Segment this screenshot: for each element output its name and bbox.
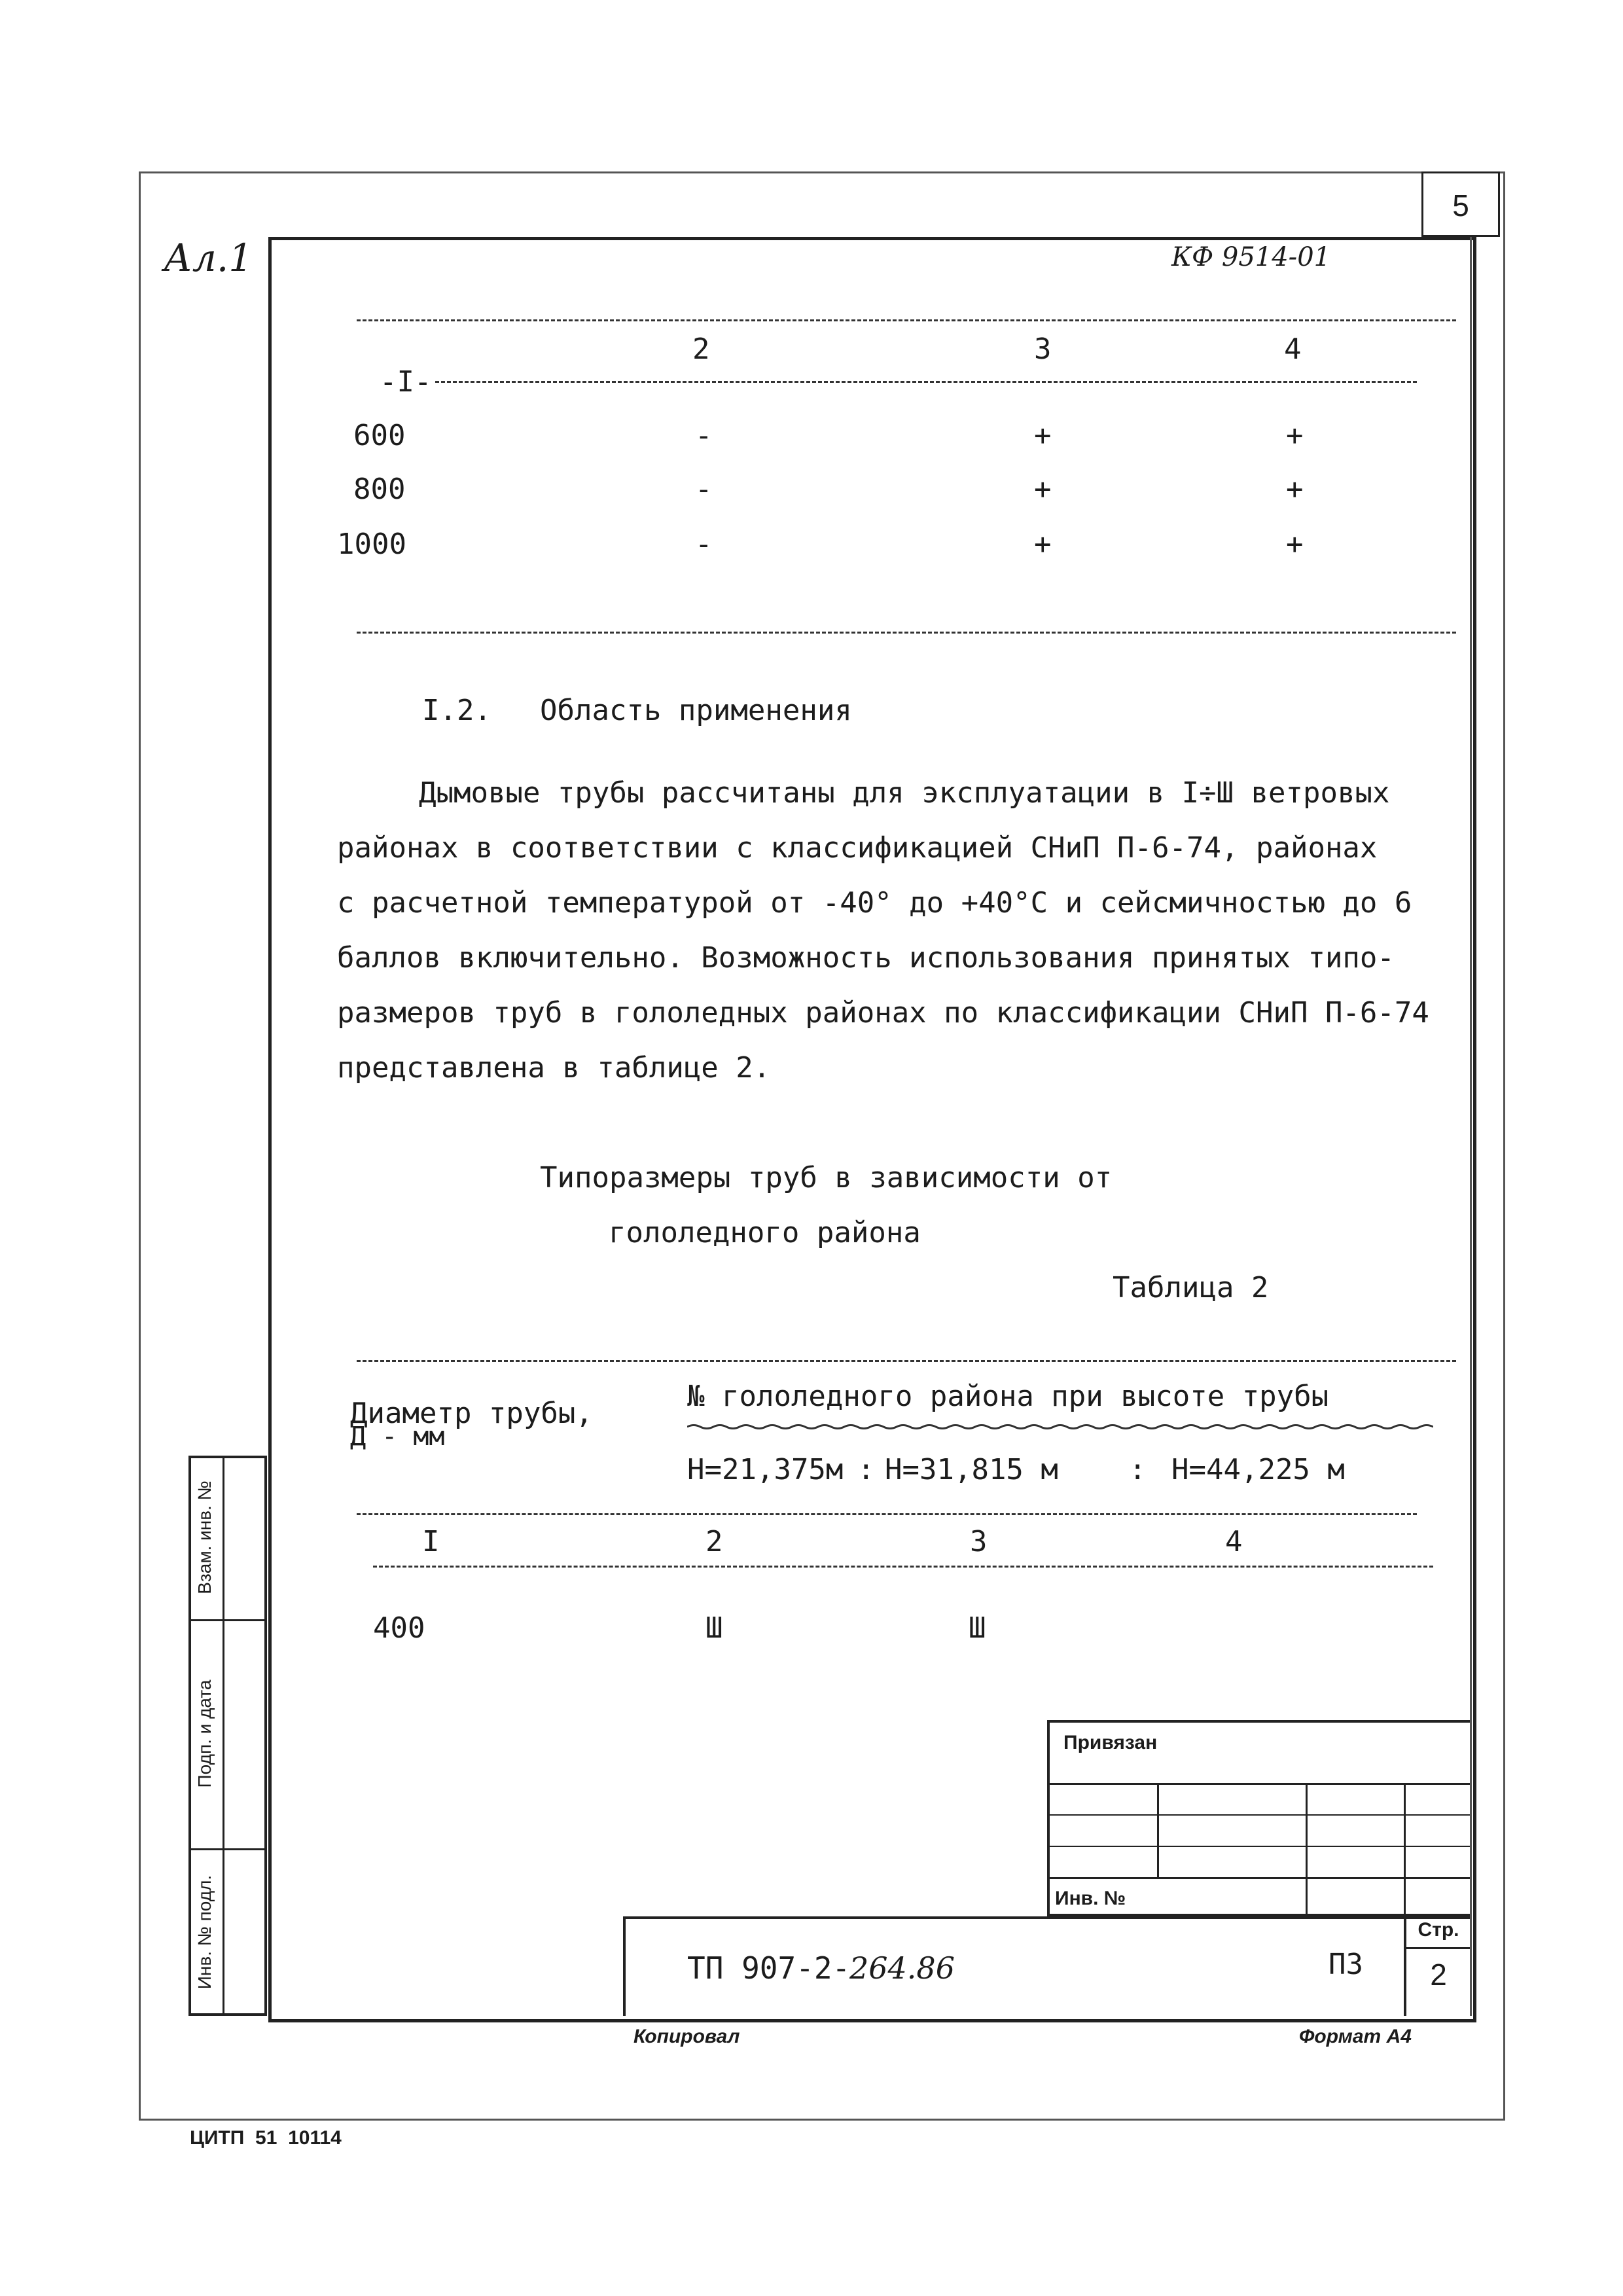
table2-top-rule [357,1360,1456,1362]
tb-page-v [1404,1916,1406,2016]
table2-header-left-unit: Д - мм [350,1422,445,1452]
table1-row1-c4: + [1286,419,1304,452]
height-sep1: : [857,1453,875,1486]
tb-h4 [1047,1877,1470,1879]
table1-row1-c2: - [695,419,713,452]
paragraph-line-5: размеров труб в гололедных районах по классификации СНиП П-6-74 [337,996,1429,1030]
table2-row1-c2: Ш [705,1611,723,1645]
tb-page-h [1404,1947,1470,1949]
tb-v2 [1306,1783,1308,1916]
section-number: I.2. [422,694,491,727]
tb-v1 [1157,1783,1159,1877]
table2-colnum-3: 3 [970,1525,988,1558]
table1-row3-diam: 1000 [337,528,406,561]
footer-copied: Копировал [633,2026,740,2047]
table2-title-line1: Типоразмеры труб в зависимости от [540,1161,1113,1194]
table1-header-rule [435,381,1417,383]
side-stamp-podp-data: Подп. и дата [194,1679,215,1788]
sheet-number: 5 [1452,188,1469,223]
table2-label: Таблица 2 [1113,1271,1269,1304]
side-stamp-inv-podl: Инв. № подл. [194,1874,215,1990]
table2-colnum-1: I [422,1525,440,1558]
table1-row3-c4: + [1286,528,1304,561]
table1-top-rule [357,319,1456,321]
footer-print-code: ЦИТП 51 10114 [190,2127,342,2149]
table1-header-col4: 4 [1284,332,1302,366]
section-code: ПЗ [1329,1948,1363,1981]
right-margin-line [1470,237,1472,2016]
table2-header-main: № гололедного района при высоте трубы [687,1380,1329,1413]
table1-header-col3: 3 [1034,332,1052,366]
table1-row2-diam: 800 [353,473,406,506]
table2-colnum-2: 2 [705,1525,723,1558]
table2-colnum-4: 4 [1225,1525,1243,1558]
table1-row2-c4: + [1286,473,1304,506]
table2-title-line2: гололедного района [609,1216,921,1249]
table1-row2-c2: - [695,473,713,506]
height-h3: Н=44,225 м [1171,1453,1345,1486]
paragraph-line-3: с расчетной температурой от -40° до +40°С и сейсмичностью до 6 [337,886,1412,920]
page-number: 2 [1430,1958,1447,1992]
table1-header-col2: 2 [692,332,710,366]
side-stamp-zam-inv: Взам. инв. № [194,1480,215,1594]
tb-h2 [1047,1814,1470,1816]
height-h1: Н=21,375м [687,1453,844,1486]
doc-handwritten-code: КФ 9514-01 [1171,242,1331,272]
footer-format: Формат А4 [1299,2026,1412,2047]
paragraph-line-1: Дымовые трубы рассчитаны для эксплуатации в I÷Ш ветровых [419,776,1390,810]
paragraph-line-2: районах в соответствии с классификацией СНиП П-6-74, районах [337,831,1378,865]
paragraph-line-6: представлена в таблице 2. [337,1051,771,1085]
table1-bottom-rule [357,632,1456,634]
album-mark: Ал.1 [164,236,253,280]
section-title: Область применения [540,694,852,727]
table1-row3-c3: + [1034,528,1052,561]
inv-no-label: Инв. № [1055,1888,1126,1909]
table1-header-col1: -I- [380,365,432,399]
tb-h1 [1047,1783,1470,1785]
height-sep2: : [1129,1453,1147,1486]
side-stamp-divider-v [223,1456,224,2016]
height-h2: Н=31,815 м [885,1453,1058,1486]
privyazan-label: Привязан [1063,1732,1158,1753]
table1-row1-c3: + [1034,419,1052,452]
table2-header-rule [357,1513,1417,1515]
paragraph-line-4: баллов включительно. Возможность использования принятых типо- [337,941,1395,975]
table1-row2-c3: + [1034,473,1052,506]
doc-code-handwritten: 264.86 [849,1950,955,1986]
doc-code-printed: ТП 907-2- [687,1950,851,1986]
table2-header-wavy-rule [687,1420,1433,1427]
table1-row3-c2: - [695,528,713,561]
table2-row1-c3: Ш [969,1611,986,1645]
tb-v3 [1404,1783,1406,1916]
page-label: Стр. [1418,1919,1459,1941]
table2-row1-diam: 400 [373,1611,425,1645]
table1-row1-diam: 600 [353,419,406,452]
table2-header-left: Диаметр трубы, [350,1397,593,1430]
table2-colnum-rule [373,1566,1433,1568]
sheet-number-box [1421,171,1500,237]
tb-h3 [1047,1846,1470,1847]
